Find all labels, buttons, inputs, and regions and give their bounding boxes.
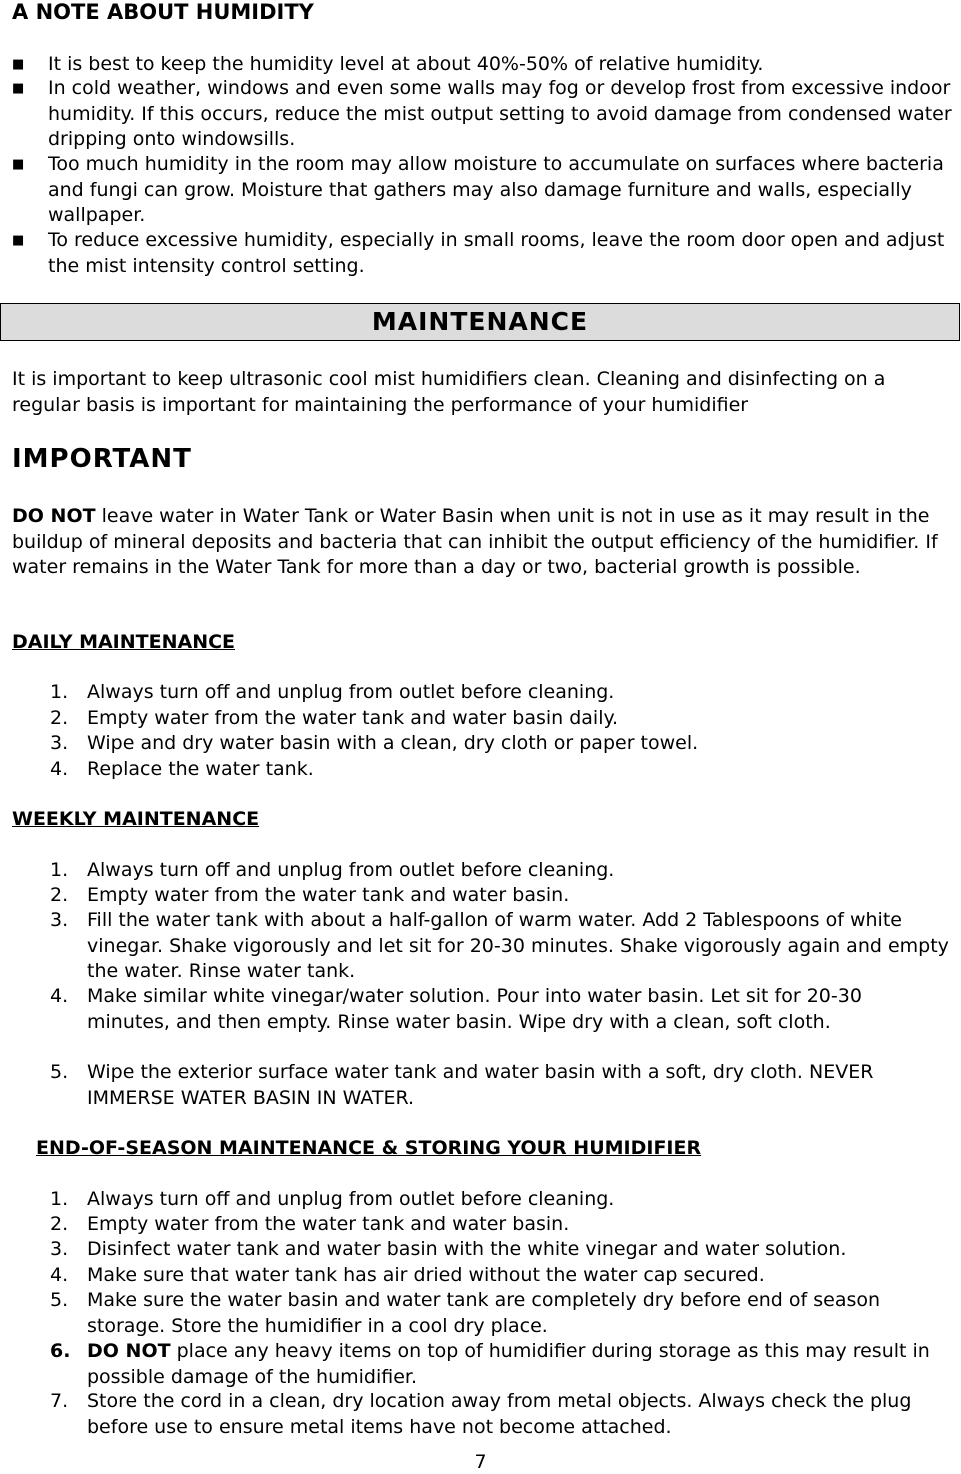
humidity-bullet xyxy=(12,228,952,279)
humidity-bullet xyxy=(12,152,952,229)
list-text: Disinfect water tank and water basin with the white vinegar and water solution. xyxy=(87,1238,847,1260)
list-item xyxy=(50,1060,950,1111)
list-text: Empty water from the water tank and water basin. xyxy=(87,1213,570,1235)
humidity-bullet xyxy=(12,52,952,78)
list-text: Make similar white vinegar/water solution. Pour into water basin. Let sit for 20-30 minutes, and then empty. Rinse water basin. Wipe dry with a clean, soft cloth. xyxy=(87,985,862,1033)
list-number: 1. xyxy=(50,681,69,703)
bullet-text: In cold weather, windows and even some walls may fog or develop frost from excessive indoor humidity. If this occurs, reduce the mist output setting to avoid damage from condensed water dripping onto windowsills. xyxy=(48,77,952,150)
list-number: 3. xyxy=(50,732,69,754)
maintenance-intro: It is important to keep ultrasonic cool mist humidifiers clean. Cleaning and disinfecting on a regular basis is important for maintaining the performance of your humidifier xyxy=(12,368,886,416)
list-item xyxy=(50,1389,950,1440)
list-number: 5. xyxy=(50,1061,69,1083)
bullet-text: Too much humidity in the room may allow moisture to accumulate on surfaces where bacteria and fungi can grow. Moisture that gathers may also damage furniture and walls, especially wallpaper. xyxy=(48,153,944,226)
bullet-square-icon: ■ xyxy=(12,233,25,248)
important-paragraph xyxy=(12,504,947,581)
list-item xyxy=(50,883,950,909)
humidity-title: A NOTE ABOUT HUMIDITY xyxy=(12,0,314,24)
list-text: Empty water from the water tank and water basin. xyxy=(87,884,570,906)
page-number: 7 xyxy=(474,1451,487,1473)
list-item xyxy=(50,706,950,732)
list-number: 4. xyxy=(50,758,69,780)
list-item xyxy=(50,1263,950,1289)
list-text: Empty water from the water tank and water basin daily. xyxy=(87,707,619,729)
list-number: 7. xyxy=(50,1390,69,1412)
list-text-rest: place any heavy items on top of humidifier during storage as this may result in possible damage of the humidifier. xyxy=(87,1340,930,1388)
bullet-square-icon: ■ xyxy=(12,81,25,96)
list-item xyxy=(50,680,950,706)
bullet-square-icon: ■ xyxy=(12,157,25,172)
list-number: 4. xyxy=(50,985,69,1007)
list-number: 1. xyxy=(50,859,69,881)
list-item xyxy=(50,1339,950,1390)
list-number: 2. xyxy=(50,1213,69,1235)
list-item xyxy=(50,908,950,985)
weekly-heading: WEEKLY MAINTENANCE xyxy=(12,808,260,830)
list-text: Always turn off and unplug from outlet before cleaning. xyxy=(87,681,615,703)
list-item xyxy=(50,731,950,757)
list-text: Fill the water tank with about a half-gallon of warm water. Add 2 Tablespoons of white vinegar. Shake vigorously and let sit for 20-30 minutes. Shake vigorously again and empty the water. Rinse water tank. xyxy=(87,909,949,982)
list-text: Always turn off and unplug from outlet before cleaning. xyxy=(87,1188,615,1210)
bullet-text: It is best to keep the humidity level at about 40%-50% of relative humidity. xyxy=(48,53,764,75)
list-number: 2. xyxy=(50,884,69,906)
list-text: Store the cord in a clean, dry location away from metal objects. Always check the plug before use to ensure metal items have not become attached. xyxy=(87,1390,912,1438)
list-text xyxy=(87,1339,950,1390)
list-text: Make sure that water tank has air dried without the water cap secured. xyxy=(87,1264,765,1286)
list-number: 2. xyxy=(50,707,69,729)
list-text: Make sure the water basin and water tank are completely dry before end of season storage. Store the humidifier in a cool dry place. xyxy=(87,1289,881,1337)
list-item xyxy=(50,858,950,884)
do-not-emphasis: DO NOT xyxy=(87,1340,171,1362)
list-text: Always turn off and unplug from outlet before cleaning. xyxy=(87,859,615,881)
list-number: 3. xyxy=(50,909,69,931)
list-text: Wipe the exterior surface water tank and water basin with a soft, dry cloth. NEVER IMMERSE WATER BASIN IN WATER. xyxy=(87,1061,874,1109)
list-item xyxy=(50,1237,950,1263)
list-number: 5. xyxy=(50,1289,69,1311)
list-item xyxy=(50,1187,950,1213)
list-number: 1. xyxy=(50,1188,69,1210)
daily-heading: DAILY MAINTENANCE xyxy=(12,631,236,653)
list-item xyxy=(50,757,950,783)
bullet-square-icon: ■ xyxy=(12,57,25,72)
list-number: 4. xyxy=(50,1264,69,1286)
important-heading: IMPORTANT xyxy=(12,444,192,474)
maintenance-banner: MAINTENANCE xyxy=(0,303,960,341)
list-item xyxy=(50,1212,950,1238)
list-text: Wipe and dry water basin with a clean, dry cloth or paper towel. xyxy=(87,732,699,754)
list-number: 6. xyxy=(50,1340,71,1362)
list-item xyxy=(50,984,950,1035)
season-heading: END-OF-SEASON MAINTENANCE & STORING YOUR HUMIDIFIER xyxy=(36,1137,702,1159)
bullet-text: To reduce excessive humidity, especially in small rooms, leave the room door open and adjust the mist intensity control setting. xyxy=(48,229,945,277)
list-item xyxy=(50,1288,950,1339)
do-not-emphasis: DO NOT xyxy=(12,505,96,527)
important-text: leave water in Water Tank or Water Basin when unit is not in use as it may result in the buildup of mineral deposits and bacteria that can inhibit the output efficiency of the humidifier. If water remains in the Water Tank for more than a day or two, bacterial growth is possible. xyxy=(12,505,938,578)
humidity-bullet xyxy=(12,76,952,153)
list-text: Replace the water tank. xyxy=(87,758,314,780)
list-number: 3. xyxy=(50,1238,69,1260)
